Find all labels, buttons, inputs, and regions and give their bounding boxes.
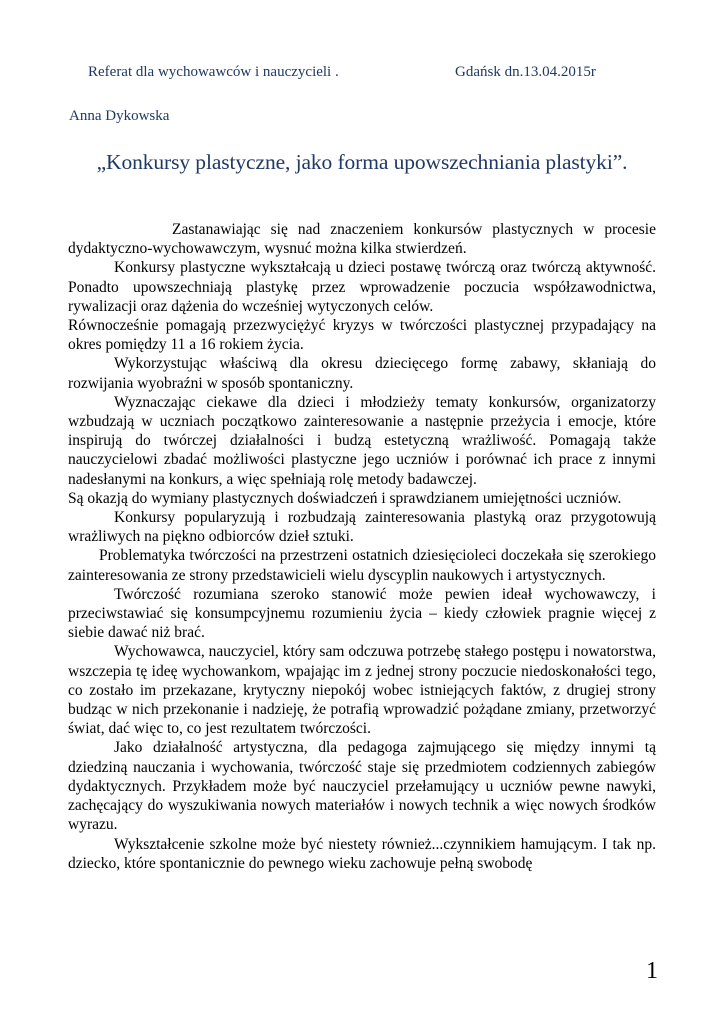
header-left: Referat dla wychowawców i nauczycieli . [88, 64, 339, 80]
paragraph: Zastanawiając się nad znaczeniem konkursów plastycznych w procesie dydaktyczno-wychowawczym, wysnuć można kilka stwierdzeń. [68, 221, 656, 258]
paragraph: Konkursy popularyzują i rozbudzają zainteresowania plastyką oraz przygotowują wrażliwych na piękno odbiorców dzieł sztuki. [68, 509, 656, 546]
paragraph: Równocześnie pomagają przezwyciężyć kryzys w twórczości plastycznej przypadający na okres pomiędzy 11 a 16 rokiem życia. [68, 317, 656, 354]
paragraph: Wychowawca, nauczyciel, który sam odczuwa potrzebę stałego postępu i nowatorstwa, wszczepia tę ideę wychowankom, wpajając im z jednej strony poczucie niedoskonałości tego, co zostało im przekazane, krytyczny niepokój wobec istniejących faktów, z drugiej strony budząc w nich przekonanie i nadzieję, że potrafią wprowadzić pożądane zmiany, przetworzyć świat, dać więc to, co jest rezultatem twórczości. [68, 643, 656, 738]
author-name: Anna Dykowska [69, 108, 170, 124]
paragraph: Twórczość rozumiana szeroko stanowić może pewien ideał wychowawczy, i przeciwstawiać się konsumpcyjnemu rozumieniu życia – kiedy człowiek pragnie więcej z siebie dawać niż brać. [68, 585, 656, 642]
paragraph: Są okazją do wymiany plastycznych doświadczeń i sprawdzianem umiejętności uczniów. [68, 489, 622, 507]
paragraph: Jako działalność artystyczna, dla pedagoga zajmującego się między innymi tą dziedziną nauczania i wychowania, twórczość staje się przedmiotem codziennych zabiegów dydaktycznych. Przykładem może być nauczyciel przełamujący u uczniów pewne nawyki, zachęcający do wyszukiwania nowych materiałów i nowych technik a więc nowych środków wyrazu. [68, 739, 656, 834]
page-number: 1 [646, 958, 658, 984]
paragraph: Problematyka twórczości na przestrzeni ostatnich dziesięcioleci doczekała się szerokiego zainteresowania ze strony przedstawicieli wielu dyscyplin naukowych i artystycznych. [68, 547, 656, 584]
page-header [88, 64, 628, 81]
document-title: „Konkursy plastyczne, jako forma upowszechniania plastyki”. [96, 150, 628, 174]
paragraph: Wyznaczając ciekawe dla dzieci i młodzieży tematy konkursów, organizatorzy wzbudzają w uczniach początkowo zainteresowanie a następnie przeżycia i emocje, które inspirują do twórczej działalności i budzą estetyczną wrażliwość. Pomagają także nauczycielowi zbadać możliwości plastyczne jego uczniów i porównać ich prace z innymi nadesłanymi na konkurs, a więc spełniają rolę metody badawczej. [68, 393, 656, 488]
paragraph: Wykształcenie szkolne może być niestety również...czynnikiem hamującym. I tak np. dziecko, które spontanicznie do pewnego wieku zachowuje pełną swobodę [68, 835, 656, 872]
document-body [68, 220, 656, 873]
paragraph: Wykorzystując właściwą dla okresu dziecięcego formę zabawy, skłaniają do rozwijania wyobraźni w sposób spontaniczny. [68, 355, 656, 392]
header-date: Gdańsk dn.13.04.2015r [455, 64, 596, 80]
paragraph: Konkursy plastyczne wykształcają u dzieci postawę twórczą oraz twórczą aktywność. Ponadto upowszechniają plastykę przez wprowadzenie poczucia współzawodnictwa, rywalizacji oraz dążenia do wcześniej wytyczonych celów. [68, 259, 656, 315]
